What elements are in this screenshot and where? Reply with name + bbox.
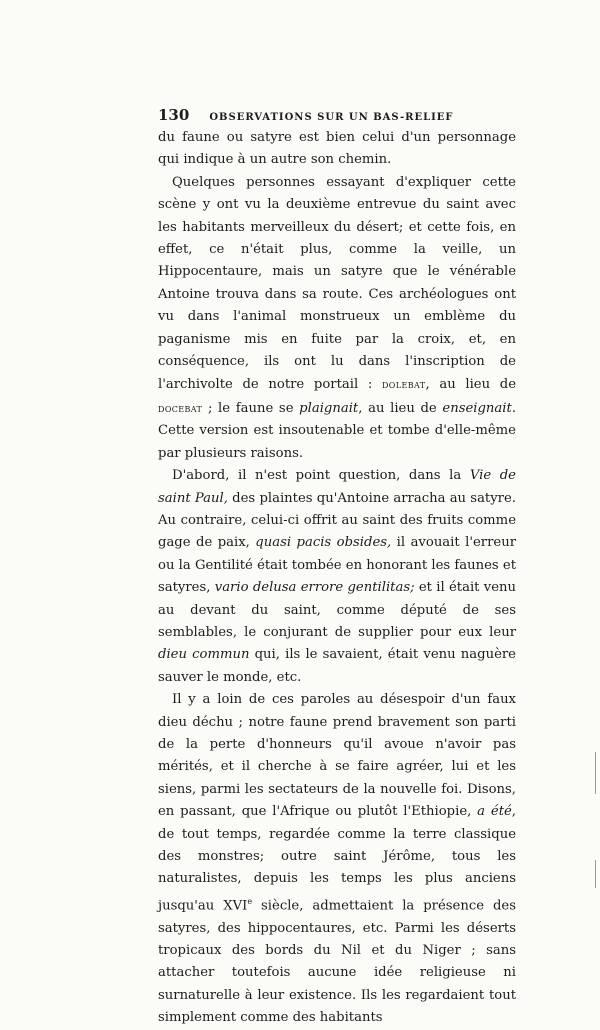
text-segment: , de tout temps, regardée comme la terre classique des monstres; outre saint Jérôme, tous les naturalistes, depuis les temps les plus anciens jusqu'au XVI xyxy=(158,804,516,914)
text-segment: siècle, admettaient la présence des satyres, des hippocentaures, etc. Parmi les déserts tropicaux des bords du Nil et du Niger ; sans attacher toutefois aucune idée religieuse ni surnaturelle à leur existence. Ils les regardaient tout simplement comme des habitants xyxy=(158,898,516,1026)
text-segment: , au lieu de xyxy=(425,377,517,393)
book-page xyxy=(158,106,516,1030)
text-segment: Vie de saint Paul, xyxy=(158,468,516,506)
scan-edge-mark xyxy=(595,752,596,794)
text-segment: qui, ils le savaient, était venu naguère sauver le monde, etc. xyxy=(158,647,516,685)
page-number: 130 xyxy=(158,106,190,124)
text-segment: Il y a loin de ces paroles au désespoir d'un faux dieu déchu ; notre faune prend bravement son parti de la perte d'honneurs qu'il avoue n'avoir pas mérités, et il cherche à se faire agréer, lui et les siens, parmi les sectateurs de la nouvelle foi. Disons, en passant, que l'Afrique ou plutôt l'Ethiopie, xyxy=(158,692,516,820)
paragraph-1 xyxy=(158,127,516,172)
paragraph-2 xyxy=(158,172,516,465)
text-segment: plaignait xyxy=(299,400,359,416)
body-text xyxy=(158,127,516,1030)
text-segment: du faune ou satyre est bien celui d'un personnage qui indique à un autre son chemin. xyxy=(158,130,516,168)
text-segment: docebat xyxy=(158,400,203,415)
running-head: OBSERVATIONS SUR UN BAS-RELIEF xyxy=(209,112,454,123)
scan-edge-mark xyxy=(595,860,596,888)
text-segment: des plaintes qu'Antoine arracha au satyre. Au contraire, celui-ci offrit au saint des fruits comme gage de paix, xyxy=(158,490,516,551)
text-segment: quasi pacis obsides, xyxy=(255,535,392,551)
text-segment: dieu commun xyxy=(158,647,250,663)
text-segment: Quelques personnes essayant d'expliquer cette scène y ont vu la deuxième entrevue du saint avec les habitants merveilleux du désert; et cette fois, en effet, ce n'était plus, comme la veille, un Hippocentaure, mais un satyre que le vénérable Antoine trouva dans sa route. Ces archéologues ont vu dans l'animal monstrueux un emblème du paganisme mis en fuite par la croix, et, en conséquence, ils ont lu dans l'inscription de l'archivolte de notre portail : xyxy=(158,174,516,393)
text-segment: , au lieu de xyxy=(358,400,443,416)
text-segment: e xyxy=(247,896,253,906)
text-segment: a été xyxy=(477,804,512,820)
text-segment: D'abord, il n'est point question, dans la xyxy=(172,468,470,484)
text-segment: dolebat xyxy=(381,377,426,392)
page-header xyxy=(158,106,516,124)
paragraph-3 xyxy=(158,465,516,689)
paragraph-4 xyxy=(158,689,516,1029)
text-segment: vario delusa errore gentilitas; xyxy=(214,580,415,596)
text-segment: il avouait l'erreur ou la Gentilité était tombée en honorant les faunes et satyres, xyxy=(158,535,516,596)
text-segment: . Cette version est insoutenable et tombe d'elle-même par plusieurs raisons. xyxy=(158,400,517,461)
text-segment: enseignait xyxy=(442,400,512,416)
text-segment: et il était venu au devant du saint, comme député de ses semblables, le conjurant de supplier pour eux leur xyxy=(158,580,517,640)
text-segment: ; le faune se xyxy=(202,400,300,416)
